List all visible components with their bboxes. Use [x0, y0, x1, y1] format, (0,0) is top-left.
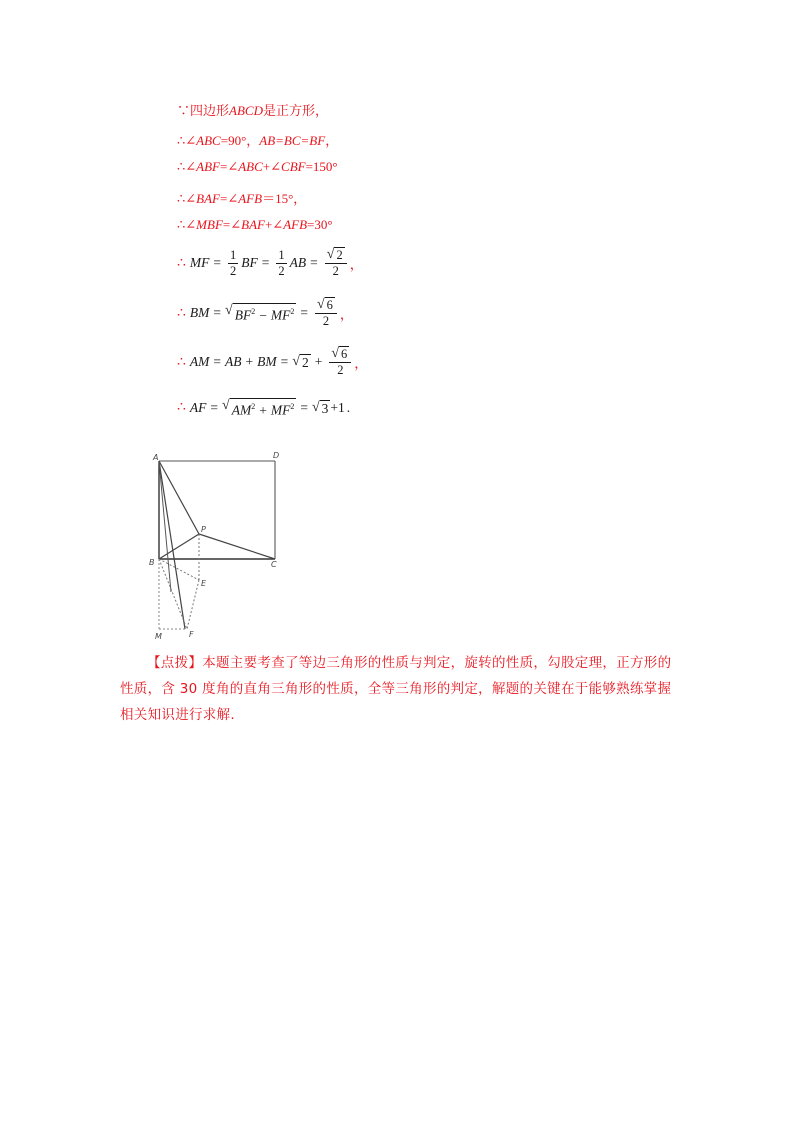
fraction-numerator — [315, 297, 337, 314]
label-p: P — [201, 525, 206, 534]
step-var: AFB — [283, 217, 308, 232]
eq-term: AF — [189, 399, 207, 415]
equation-af — [177, 398, 350, 418]
label-m: M — [155, 632, 162, 641]
radicand: 6 — [341, 347, 348, 361]
segment-ef — [187, 580, 199, 629]
eq-operator: = — [300, 399, 308, 415]
fraction — [315, 297, 337, 329]
segment-bf — [159, 559, 187, 629]
radicand — [233, 303, 297, 323]
therefore-symbol: ∴ — [177, 305, 186, 321]
eq-operator: = — [213, 354, 222, 369]
step-text: ∴∠ — [177, 159, 197, 174]
therefore-symbol: ∴ — [177, 255, 186, 271]
eq-term: BF — [234, 307, 252, 323]
sqrt — [327, 247, 345, 263]
eq-operator: + — [245, 354, 254, 369]
commentary-text: 本题主要考查了等边三角形的性质与判定，旋转的性质，勾股定理，正方形的性质，含 30 度角的直角三角形的性质，全等三角形的判定，解题的关键在于能够熟练掌握相关知识进行求解. — [120, 655, 672, 723]
eq-operator: + — [259, 402, 267, 418]
eq-operator: = — [280, 354, 289, 369]
exponent: 2 — [290, 402, 295, 411]
exponent: 2 — [251, 307, 256, 317]
step-var: ABC — [238, 159, 263, 174]
eq-term: BM — [257, 354, 277, 369]
radical-sign: √ — [316, 297, 325, 312]
eq-term: BF — [241, 255, 258, 270]
fraction — [325, 247, 347, 279]
segment-be — [159, 559, 199, 580]
therefore-symbol: ∴ — [177, 400, 186, 416]
fraction-denominator: 2 — [322, 314, 330, 328]
fraction — [276, 248, 286, 279]
step-var: AFB — [238, 191, 263, 206]
fraction-denominator: 2 — [278, 263, 285, 278]
eq-term: AM — [231, 402, 252, 418]
eq-operator: = — [213, 255, 222, 270]
sqrt — [317, 297, 335, 313]
step-text: =∠ — [222, 217, 242, 232]
eq-operator: = — [210, 399, 219, 415]
radical-sign: √ — [331, 346, 340, 361]
step-text: ＝15°， — [262, 191, 307, 206]
eq-term: AB — [225, 354, 242, 369]
step-var: MBF — [196, 217, 223, 232]
step-var: ABCD — [229, 103, 263, 118]
step-var: BAF — [196, 191, 220, 206]
punctuation: ， — [339, 307, 354, 322]
punctuation: ， — [349, 257, 364, 272]
step-text: =150° — [305, 159, 338, 174]
fraction-numerator — [329, 346, 351, 363]
step-var: ABC — [196, 133, 221, 148]
exponent: 2 — [251, 402, 256, 411]
step-text: ∴∠ — [177, 133, 197, 148]
punctuation: ， — [354, 356, 368, 371]
radical-sign: √ — [326, 247, 335, 262]
commentary-tag: 【点拨】 — [147, 655, 203, 671]
label-f: F — [189, 630, 194, 639]
step-var: BAF — [241, 217, 265, 232]
step-text: =∠ — [220, 191, 239, 206]
label-d: D — [273, 451, 280, 460]
label-c: C — [271, 560, 277, 569]
step-text: +∠ — [262, 159, 282, 174]
eq-operator: = — [261, 255, 270, 270]
eq-operator: = — [213, 305, 222, 320]
eq-term: AM — [189, 354, 210, 369]
radicand: 2 — [336, 248, 343, 262]
eq-term: BM — [189, 305, 210, 320]
eq-term: MF — [270, 307, 291, 323]
fraction-denominator: 2 — [230, 263, 237, 278]
radicand: 3 — [321, 400, 329, 416]
proof-step-1 — [177, 100, 328, 119]
eq-term: +1 — [330, 399, 345, 415]
fraction-numerator: 1 — [230, 247, 237, 262]
eq-operator: = — [300, 305, 308, 320]
fraction — [228, 248, 238, 279]
step-text: =∠ — [220, 159, 239, 174]
step-var: CBF — [281, 159, 306, 174]
punctuation: . — [346, 399, 351, 415]
radicand — [230, 398, 297, 418]
fraction — [329, 346, 351, 378]
step-text: ∵四边形 — [177, 103, 230, 118]
eq-operator: − — [259, 307, 267, 323]
fraction-numerator: 1 — [278, 247, 285, 262]
step-text: ∴∠ — [177, 191, 197, 206]
sqrt — [222, 398, 296, 418]
proof-step-3 — [177, 159, 338, 175]
step-text: 是正方形， — [262, 103, 328, 118]
step-text: ∴∠ — [177, 217, 197, 232]
step-var: ABF — [196, 159, 220, 174]
radical-sign: √ — [292, 354, 300, 369]
radical-sign: √ — [222, 398, 230, 413]
proof-step-2 — [177, 130, 338, 149]
radicand: 2 — [301, 355, 309, 370]
sqrt — [225, 303, 296, 323]
proof-step-5 — [177, 217, 333, 233]
radicand: 6 — [326, 298, 333, 312]
geometry-svg — [147, 448, 287, 643]
radical-sign: √ — [225, 303, 233, 319]
eq-term: MF — [270, 402, 291, 418]
eq-term: MF — [189, 255, 210, 270]
therefore-symbol: ∴ — [177, 354, 186, 370]
equation-bm — [177, 297, 353, 329]
step-text: +∠ — [264, 217, 284, 232]
label-b: B — [149, 558, 155, 567]
proof-step-4 — [177, 188, 306, 207]
radical-sign: √ — [311, 399, 320, 415]
sqrt — [331, 346, 349, 362]
segment-pc — [199, 534, 275, 559]
equation-mf — [177, 247, 363, 279]
sqrt — [312, 400, 330, 416]
step-text: =30° — [307, 217, 333, 232]
equation-am — [177, 346, 368, 378]
geometry-figure — [147, 448, 287, 643]
eq-operator: = — [310, 255, 318, 270]
fraction-numerator — [325, 247, 347, 264]
step-var: AB=BC=BF — [259, 133, 326, 148]
exponent: 2 — [290, 307, 295, 317]
step-text: =90°， — [220, 133, 260, 148]
sqrt — [292, 354, 310, 370]
label-e: E — [201, 579, 207, 588]
fraction-denominator: 2 — [337, 363, 344, 377]
fraction-denominator: 2 — [332, 264, 339, 278]
eq-operator: + — [314, 354, 323, 369]
commentary-paragraph — [120, 650, 680, 728]
step-text: ， — [325, 133, 339, 148]
eq-term: AB — [289, 255, 307, 270]
label-a: A — [153, 453, 159, 462]
segment-pb — [159, 534, 199, 559]
